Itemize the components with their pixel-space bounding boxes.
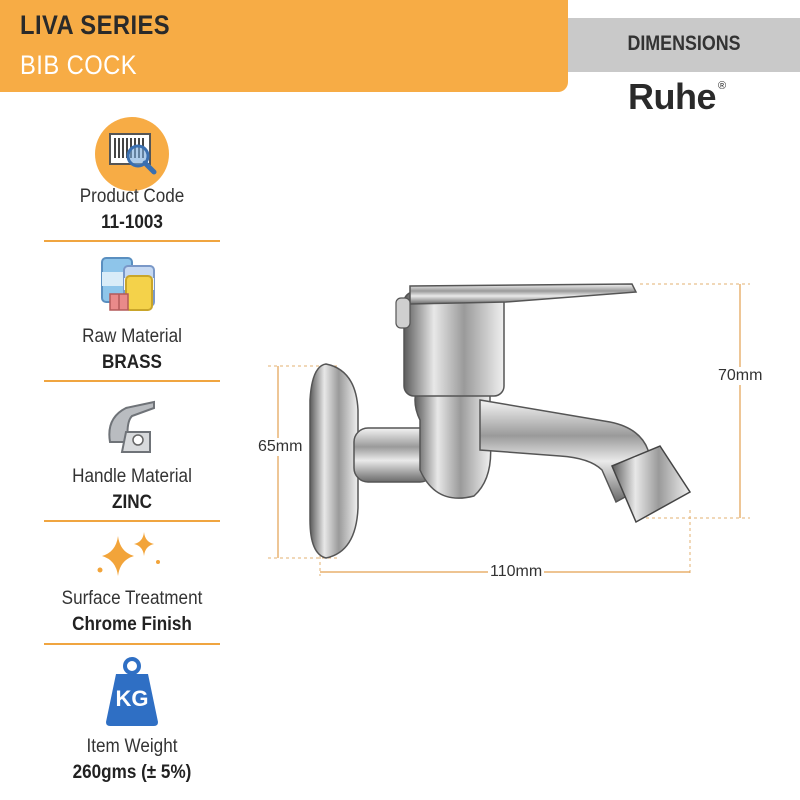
weight-kg-icon xyxy=(102,656,162,728)
separator xyxy=(44,240,220,242)
attribute-surface-treatment xyxy=(44,530,220,640)
product-code-value: 11-1003 xyxy=(101,212,163,233)
attribute-product-code xyxy=(44,114,220,234)
series-title: LIVA SERIES xyxy=(20,10,171,40)
surface-treatment-value: Chrome Finish xyxy=(72,614,192,635)
header-banner xyxy=(0,0,568,92)
surface-treatment-label: Surface Treatment xyxy=(61,588,203,609)
separator xyxy=(44,643,220,645)
weight-icon-text: KG xyxy=(115,686,149,711)
handle-icon xyxy=(92,392,172,472)
material-cans-icon xyxy=(92,252,172,332)
dimensions-title: DIMENSIONS xyxy=(627,32,741,55)
product-subtitle: BIB COCK xyxy=(20,50,138,80)
raw-material-label: Raw Material xyxy=(82,326,182,347)
separator xyxy=(44,380,220,382)
barcode-search-icon xyxy=(92,114,172,194)
brand-logo xyxy=(628,76,726,118)
handle-material-label: Handle Material xyxy=(72,466,192,487)
sparkle-icon xyxy=(92,530,172,584)
product-code-label: Product Code xyxy=(79,186,185,207)
raw-material-value: BRASS xyxy=(102,352,162,373)
separator xyxy=(44,520,220,522)
item-weight-value: 260gms (± 5%) xyxy=(72,762,192,783)
dimensions-banner xyxy=(568,18,800,72)
brand-name: Ruhe xyxy=(628,76,716,117)
length-label: 110mm xyxy=(490,563,543,580)
attribute-handle-material xyxy=(44,392,220,514)
item-weight-label: Item Weight xyxy=(86,736,178,757)
registered-mark: ® xyxy=(718,80,726,92)
handle-material-value: ZINC xyxy=(112,492,152,513)
total-height-label: 70mm xyxy=(718,367,763,384)
attribute-raw-material xyxy=(44,252,220,374)
product-diagram xyxy=(260,270,780,590)
flange-height-label: 65mm xyxy=(258,438,303,455)
attribute-item-weight xyxy=(44,652,220,782)
